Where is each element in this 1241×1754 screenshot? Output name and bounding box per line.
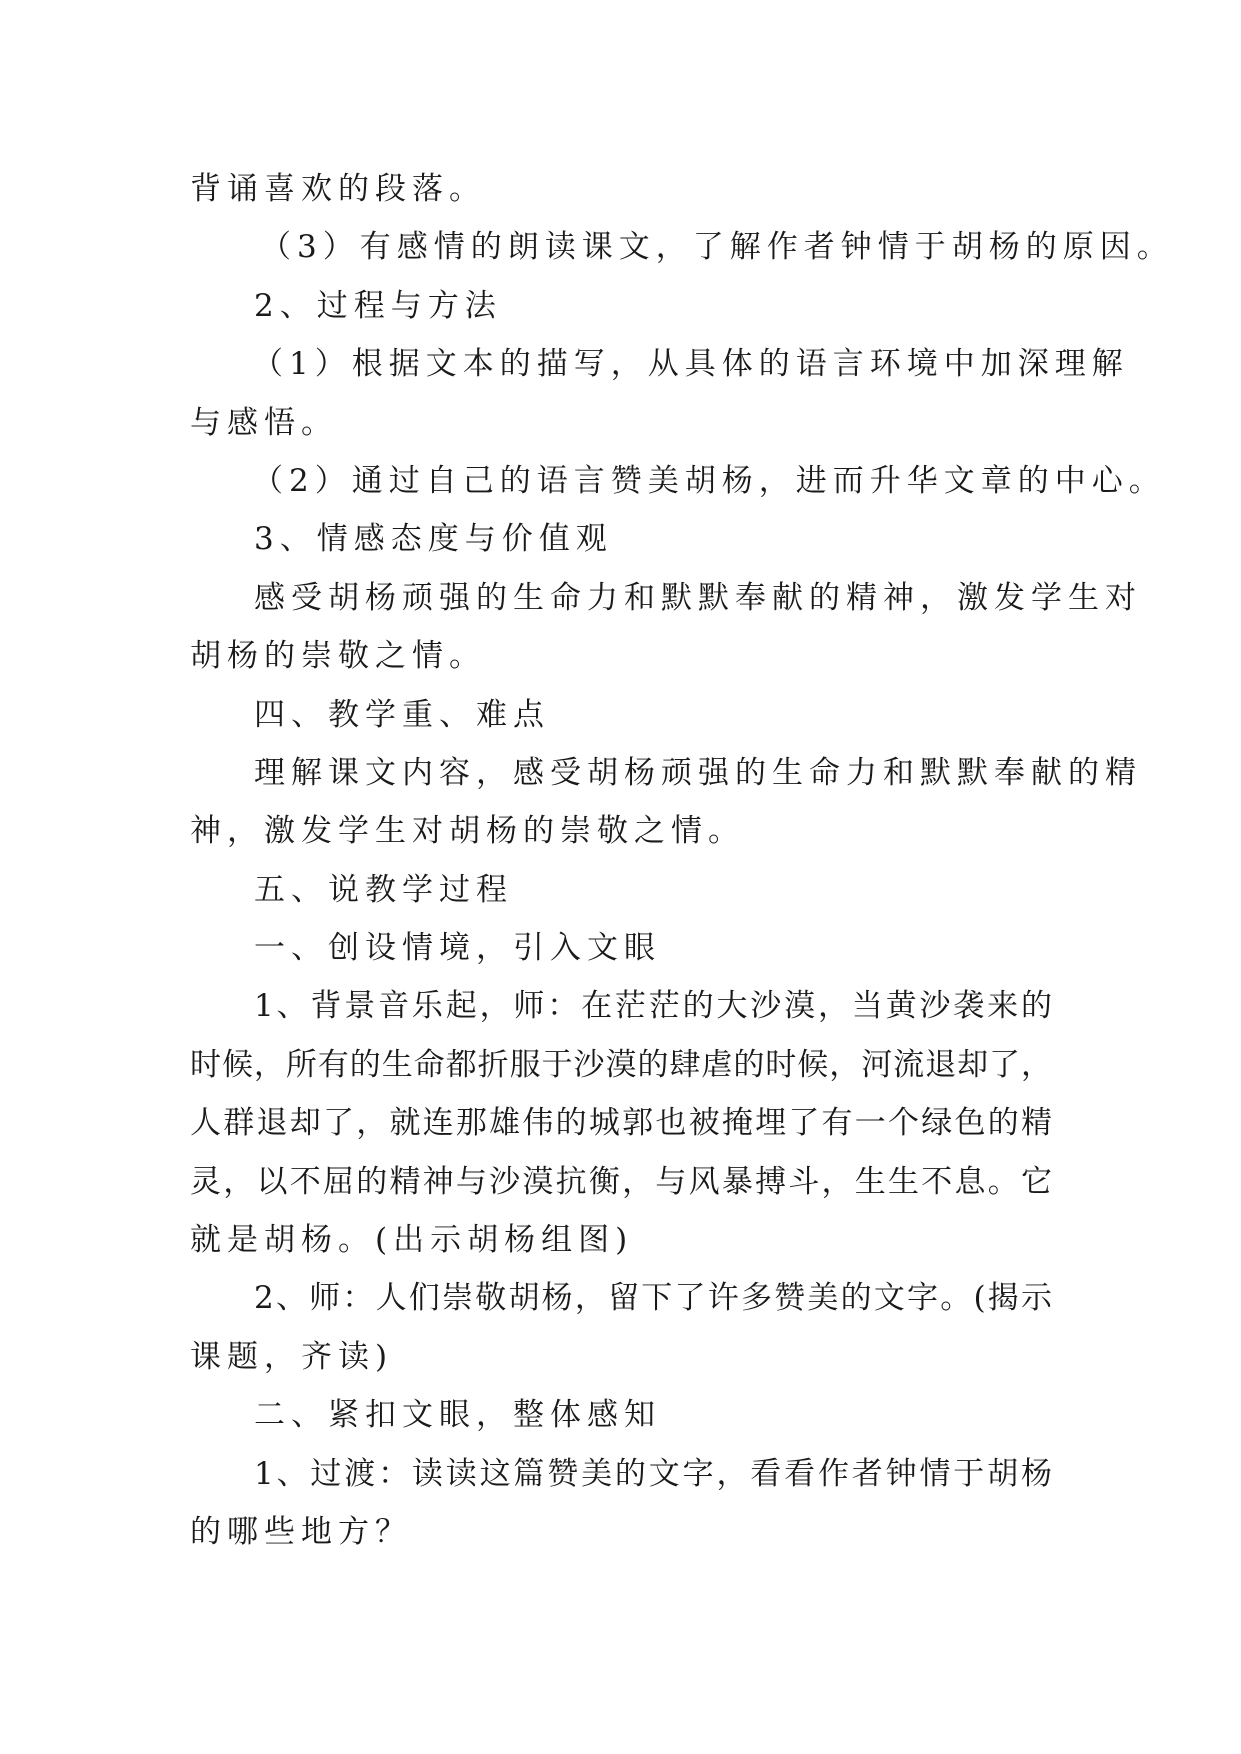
section-heading: 一、创设情境，引入文眼	[254, 930, 661, 967]
section-heading: 二、紧扣文眼，整体感知	[254, 1397, 661, 1434]
text-line: 的哪些地方？	[190, 1513, 412, 1550]
text-line: 灵，以不屈的精神与沙漠抗衡，与风暴搏斗，生生不息。它	[190, 1163, 1052, 1200]
section-heading: 四、教学重、难点	[254, 696, 550, 733]
text-line: （3）有感情的朗读课文，了解作者钟情于胡杨的原因。	[260, 229, 1174, 266]
text-line: 神，激发学生对胡杨的崇敬之情。	[190, 813, 745, 850]
section-heading: 五、说教学过程	[254, 871, 513, 908]
text-line: 与感悟。	[190, 404, 338, 441]
text-line: 课题，齐读)	[190, 1338, 394, 1375]
text-line: 1、过渡：读读这篇赞美的文字，看看作者钟情于胡杨	[254, 1455, 1052, 1492]
text-line: 1、背景音乐起，师：在茫茫的大沙漠，当黄沙袭来的	[254, 988, 1052, 1025]
text-line: 人群退却了，就连那雄伟的城郭也被掩埋了有一个绿色的精	[190, 1105, 1052, 1142]
section-heading: 3、情感态度与价值观	[254, 521, 613, 558]
text-line: 理解课文内容，感受胡杨顽强的生命力和默默奉献的精	[254, 754, 1142, 791]
text-line: 感受胡杨顽强的生命力和默默奉献的精神，激发学生对	[254, 579, 1142, 616]
section-heading: 2、过程与方法	[254, 287, 502, 324]
text-line: 背诵喜欢的段落。	[190, 171, 486, 207]
text-line: 胡杨的崇敬之情。	[190, 638, 486, 675]
text-line: （2）通过自己的语言赞美胡杨，进而升华文章的中心。	[252, 462, 1166, 499]
text-line: 就是胡杨。(出示胡杨组图)	[190, 1222, 634, 1259]
text-line: 2、师：人们崇敬胡杨，留下了许多赞美的文字。(揭示	[254, 1280, 1052, 1317]
text-line: （1）根据文本的描写，从具体的语言环境中加深理解	[252, 346, 1129, 383]
document-body	[190, 160, 1174, 1561]
text-line: 时候，所有的生命都折服于沙漠的肆虐的时候，河流退却了，	[190, 1046, 1052, 1083]
